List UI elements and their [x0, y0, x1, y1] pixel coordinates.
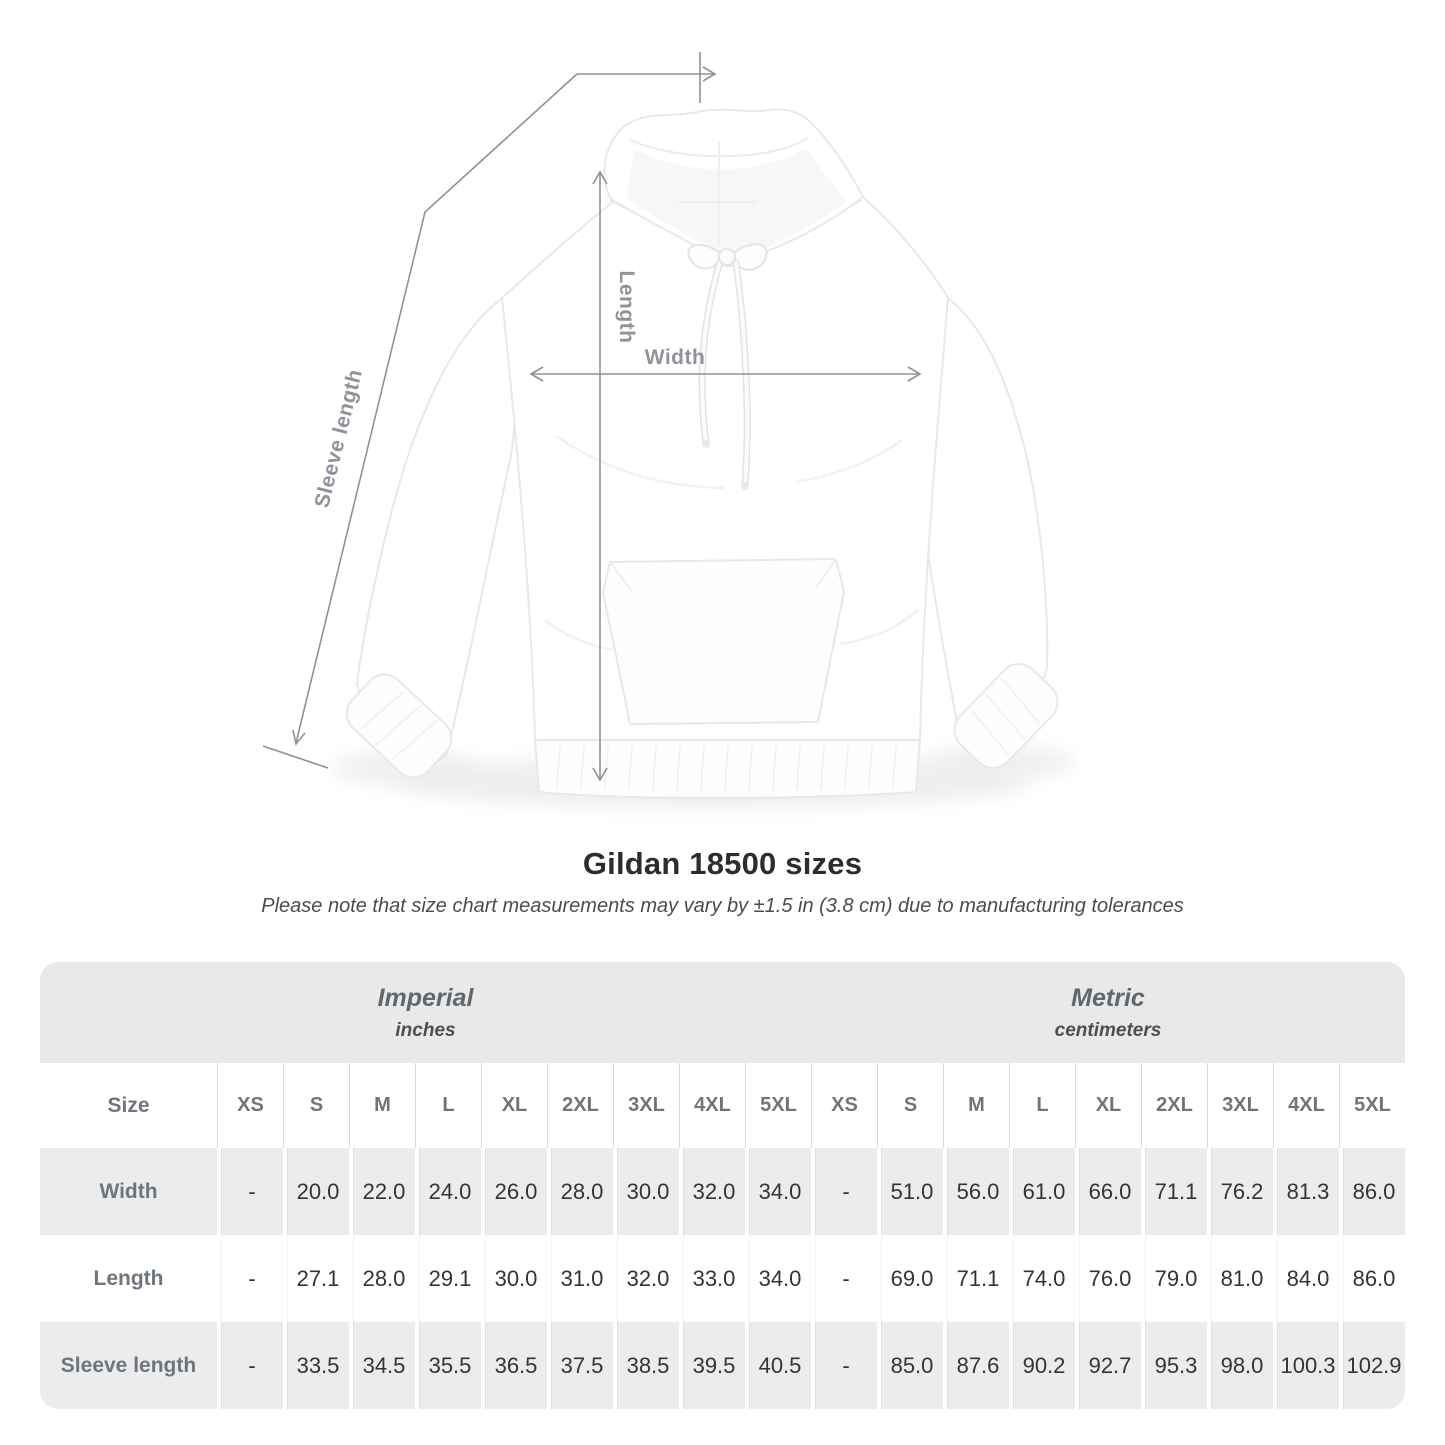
- measurement-rows: [40, 1148, 1405, 1409]
- measurement-cell: 76.2: [1207, 1148, 1273, 1235]
- measurement-cell: 33.5: [283, 1322, 349, 1409]
- measurement-cell: 66.0: [1075, 1148, 1141, 1235]
- measurement-cell: -: [217, 1235, 283, 1322]
- tolerance-note: Please note that size chart measurements may vary by ±1.5 in (3.8 cm) due to manufacturing tolerances: [261, 895, 1184, 917]
- measurement-cell: 24.0: [415, 1148, 481, 1235]
- measurement-cell: 34.5: [349, 1322, 415, 1409]
- measurement-cell: 35.5: [415, 1322, 481, 1409]
- length-arrow-label: Length: [615, 270, 638, 344]
- measurement-cell: 76.0: [1075, 1235, 1141, 1322]
- size-col-header: 5XL: [1339, 1063, 1405, 1148]
- metric-section-header: [811, 962, 1405, 1063]
- title-block: [0, 846, 1445, 918]
- imperial-section-unit: inches: [395, 1019, 456, 1041]
- size-col-header: XS: [217, 1063, 283, 1148]
- size-col-header: 2XL: [1141, 1063, 1207, 1148]
- measurement-cell: 29.1: [415, 1235, 481, 1322]
- measurement-cell: 85.0: [877, 1322, 943, 1409]
- unit-section-row: [40, 962, 1405, 1063]
- size-col-header: M: [349, 1063, 415, 1148]
- measurement-cell: 26.0: [481, 1148, 547, 1235]
- measurement-cell: 102.9: [1339, 1322, 1405, 1409]
- measurement-cell: 28.0: [547, 1148, 613, 1235]
- measurement-cell: 20.0: [283, 1148, 349, 1235]
- size-col-header: 3XL: [613, 1063, 679, 1148]
- size-col-header: L: [1009, 1063, 1075, 1148]
- measurement-cell: 81.3: [1273, 1148, 1339, 1235]
- page-title: Gildan 18500 sizes: [582, 846, 863, 881]
- size-col-header: S: [877, 1063, 943, 1148]
- kangaroo-pocket: [603, 559, 844, 724]
- measurement-cell: 71.1: [1141, 1148, 1207, 1235]
- measurement-cell: 71.1: [943, 1235, 1009, 1322]
- measurement-cell: 100.3: [1273, 1322, 1339, 1409]
- measurement-cell: 51.0: [877, 1148, 943, 1235]
- measurement-cell: -: [811, 1148, 877, 1235]
- metric-section-title: Metric: [1071, 983, 1145, 1012]
- measurement-cell: -: [811, 1322, 877, 1409]
- imperial-section-header: [40, 962, 811, 1063]
- measurement-cell: 30.0: [613, 1148, 679, 1235]
- measurement-cell: 38.5: [613, 1322, 679, 1409]
- size-col-header: XL: [1075, 1063, 1141, 1148]
- measurement-cell: 28.0: [349, 1235, 415, 1322]
- measurement-cell: 27.1: [283, 1235, 349, 1322]
- measurement-cell: 69.0: [877, 1235, 943, 1322]
- size-col-header: XS: [811, 1063, 877, 1148]
- size-col-header: 5XL: [745, 1063, 811, 1148]
- measurement-cell: 32.0: [613, 1235, 679, 1322]
- measurement-cell: 22.0: [349, 1148, 415, 1235]
- measurement-cell: 31.0: [547, 1235, 613, 1322]
- row-label: Sleeve length: [40, 1322, 217, 1409]
- measurement-cell: 32.0: [679, 1148, 745, 1235]
- measurement-cell: -: [217, 1322, 283, 1409]
- measurement-cell: 90.2: [1009, 1322, 1075, 1409]
- measurement-cell: 40.5: [745, 1322, 811, 1409]
- size-col-header: 4XL: [1273, 1063, 1339, 1148]
- size-header-row: [40, 1063, 1405, 1148]
- width-arrow-label: Width: [644, 346, 706, 369]
- size-col-header: 2XL: [547, 1063, 613, 1148]
- size-col-header: 4XL: [679, 1063, 745, 1148]
- size-chart-table: [40, 962, 1405, 1409]
- measurement-cell: 39.5: [679, 1322, 745, 1409]
- size-col-header: M: [943, 1063, 1009, 1148]
- measurement-row: [40, 1322, 1405, 1409]
- size-col-header: XL: [481, 1063, 547, 1148]
- measurement-cell: 33.0: [679, 1235, 745, 1322]
- measurement-cell: 81.0: [1207, 1235, 1273, 1322]
- measurement-cell: 86.0: [1339, 1235, 1405, 1322]
- sleeve-length-arrow-label: Sleeve length: [310, 366, 368, 511]
- size-column-header: Size: [40, 1063, 217, 1148]
- measurement-cell: 95.3: [1141, 1322, 1207, 1409]
- hoodie-image: [338, 109, 1065, 798]
- measurement-cell: 30.0: [481, 1235, 547, 1322]
- imperial-section-title: Imperial: [377, 983, 474, 1012]
- row-label: Width: [40, 1148, 217, 1235]
- row-label: Length: [40, 1235, 217, 1322]
- size-col-header: S: [283, 1063, 349, 1148]
- measurement-cell: 36.5: [481, 1322, 547, 1409]
- measurement-row: [40, 1148, 1405, 1235]
- measurement-cell: -: [217, 1148, 283, 1235]
- size-col-header: 3XL: [1207, 1063, 1273, 1148]
- measurement-cell: 56.0: [943, 1148, 1009, 1235]
- measurement-cell: 98.0: [1207, 1322, 1273, 1409]
- measurement-cell: 34.0: [745, 1235, 811, 1322]
- measurement-cell: -: [811, 1235, 877, 1322]
- measurement-cell: 37.5: [547, 1322, 613, 1409]
- measurement-cell: 86.0: [1339, 1148, 1405, 1235]
- measurement-cell: 84.0: [1273, 1235, 1339, 1322]
- measurement-row: [40, 1235, 1405, 1322]
- metric-section-unit: centimeters: [1054, 1019, 1162, 1041]
- measurement-cell: 34.0: [745, 1148, 811, 1235]
- measurement-cell: 79.0: [1141, 1235, 1207, 1322]
- measurement-cell: 87.6: [943, 1322, 1009, 1409]
- size-col-header: L: [415, 1063, 481, 1148]
- measurement-cell: 92.7: [1075, 1322, 1141, 1409]
- measurement-cell: 61.0: [1009, 1148, 1075, 1235]
- measurement-cell: 74.0: [1009, 1235, 1075, 1322]
